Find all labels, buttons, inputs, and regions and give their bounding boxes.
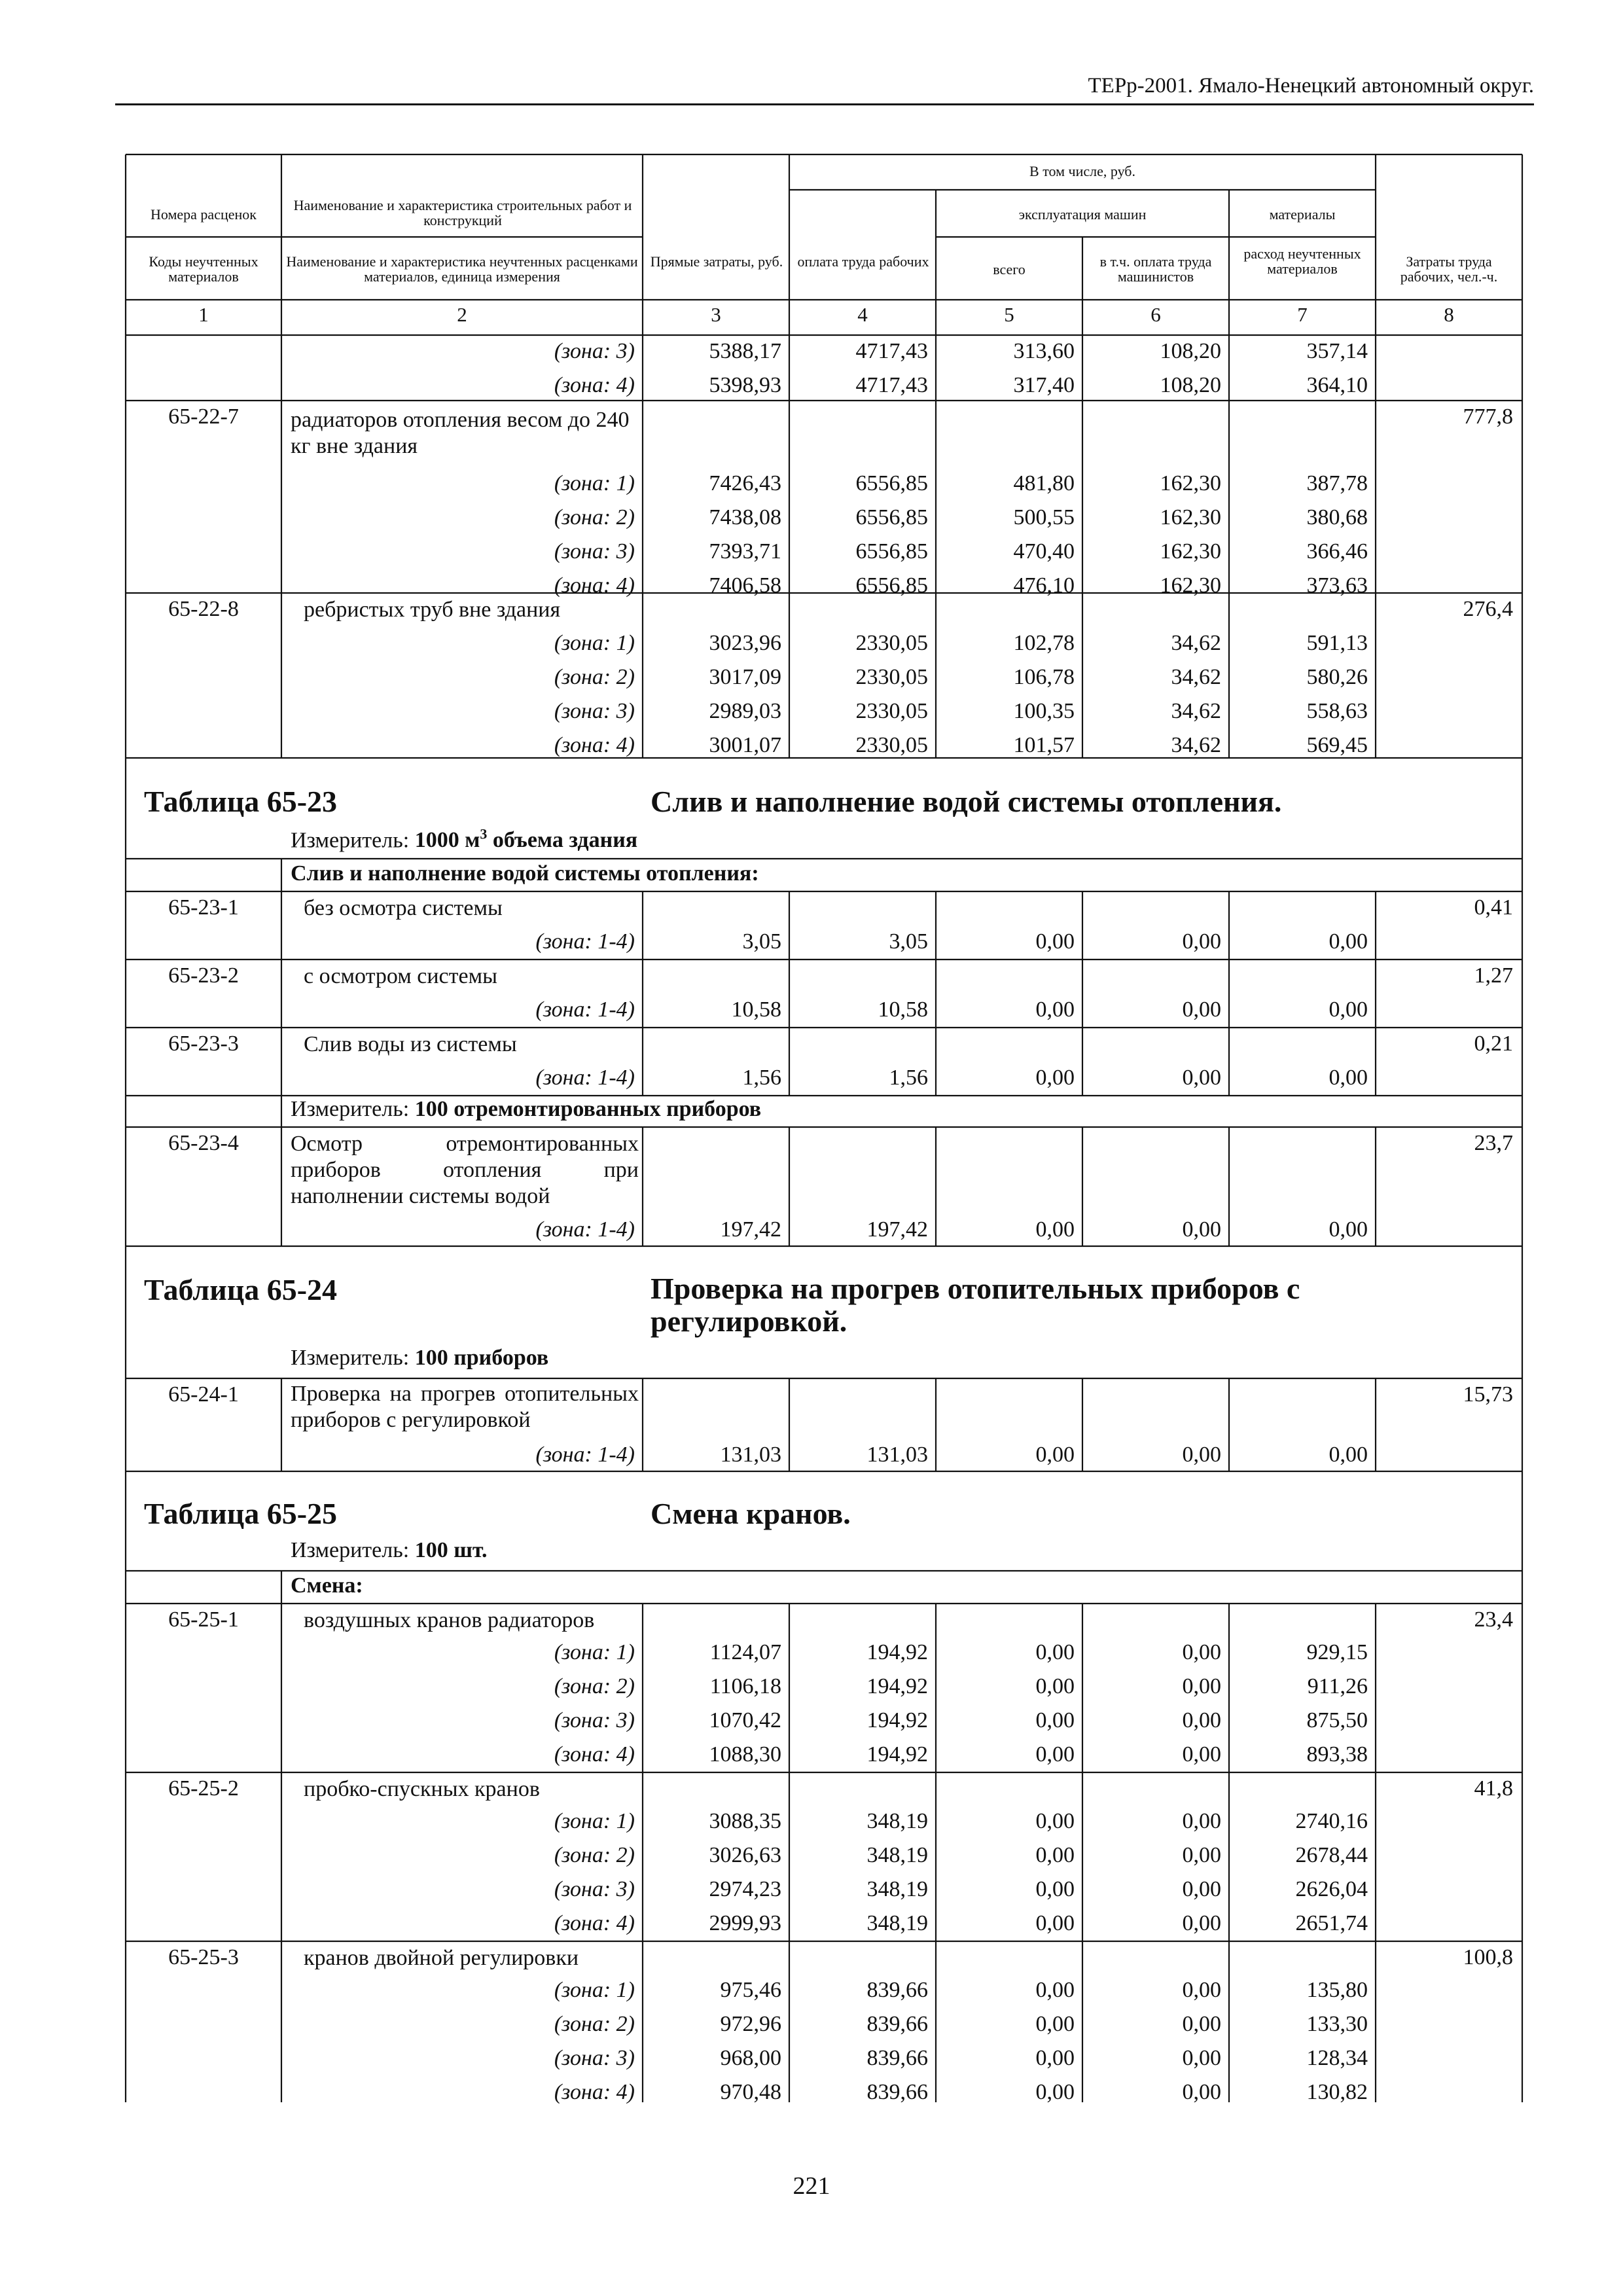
price-code: 65-23-4 xyxy=(168,1131,239,1155)
price-code: 65-25-1 xyxy=(168,1607,239,1632)
header-materials: материалы xyxy=(1269,206,1336,223)
cost-value: 128,34 xyxy=(1306,2046,1368,2070)
header-including: В том числе, руб. xyxy=(1029,163,1135,179)
work-description: Слив воды из системы xyxy=(304,1032,517,1056)
cost-value: 591,13 xyxy=(1306,631,1368,655)
price-code: 65-23-1 xyxy=(168,895,239,920)
cost-value: 0,00 xyxy=(1182,1640,1221,1664)
cost-value: 194,92 xyxy=(866,1708,928,1732)
labor-cost: 777,8 xyxy=(1463,404,1513,429)
cost-value: 0,00 xyxy=(1182,929,1221,954)
cost-value: 3026,63 xyxy=(709,1843,781,1867)
running-header-title: ТЕРр-2001. Ямало-Ненецкий автономный округ. xyxy=(1088,74,1534,98)
price-code: 65-24-1 xyxy=(168,1382,239,1407)
cost-value: 194,92 xyxy=(866,1674,928,1698)
cost-value: 364,10 xyxy=(1306,373,1368,397)
table-65-23-measure xyxy=(291,826,637,853)
cost-value: 380,68 xyxy=(1306,505,1368,529)
measure-label: Измеритель: xyxy=(291,828,410,853)
zone-label: (зона: 4) xyxy=(554,1911,635,1935)
cost-value: 2999,93 xyxy=(709,1911,781,1935)
cost-value: 3017,09 xyxy=(709,665,781,689)
cost-value: 106,78 xyxy=(1013,665,1075,689)
cost-value: 366,46 xyxy=(1306,539,1368,564)
labor-cost: 41,8 xyxy=(1474,1776,1513,1801)
cost-value: 0,00 xyxy=(1182,2012,1221,2036)
cost-value: 0,00 xyxy=(1035,2012,1075,2036)
cost-value: 2330,05 xyxy=(855,699,928,723)
cost-value: 972,96 xyxy=(720,2012,781,2036)
cost-value: 0,00 xyxy=(1182,1877,1221,1901)
cost-value: 162,30 xyxy=(1160,505,1221,529)
header-c1-bottom: Коды неучтенных материалов xyxy=(149,253,259,285)
labor-cost: 15,73 xyxy=(1463,1382,1513,1407)
measure-value: 100 шт. xyxy=(414,1538,488,1562)
cost-value: 1124,07 xyxy=(709,1640,781,1664)
cost-value: 970,48 xyxy=(720,2080,781,2104)
cost-value: 2330,05 xyxy=(855,733,928,757)
cost-value: 0,00 xyxy=(1329,1066,1368,1090)
column-number: 2 xyxy=(457,303,467,326)
cost-value: 2626,04 xyxy=(1295,1877,1368,1901)
labor-cost: 100,8 xyxy=(1463,1945,1513,1969)
labor-cost: 1,27 xyxy=(1474,963,1513,988)
labor-cost: 276,4 xyxy=(1463,597,1513,621)
cost-value: 2330,05 xyxy=(855,665,928,689)
cost-value: 911,26 xyxy=(1307,1674,1368,1698)
price-code: 65-25-2 xyxy=(168,1776,239,1801)
cost-value: 4717,43 xyxy=(855,339,928,363)
table-65-23-title: Слив и наполнение водой системы отопления. xyxy=(651,785,1282,818)
cost-value: 0,00 xyxy=(1182,1911,1221,1935)
cost-value: 3,05 xyxy=(742,929,781,954)
cost-value: 0,00 xyxy=(1329,1443,1368,1467)
header-c8: Затраты труда рабочих, чел.-ч. xyxy=(1400,253,1498,285)
price-code: 65-23-3 xyxy=(168,1031,239,1056)
cost-value: 0,00 xyxy=(1035,1708,1075,1732)
cost-value: 839,66 xyxy=(866,2046,928,2070)
cost-value: 131,03 xyxy=(720,1443,781,1467)
cost-value: 2651,74 xyxy=(1295,1911,1368,1935)
column-number: 5 xyxy=(1004,303,1014,326)
cost-value: 194,92 xyxy=(866,1640,928,1664)
cost-value: 569,45 xyxy=(1306,733,1368,757)
zone-label: (зона: 4) xyxy=(554,2080,635,2104)
column-number: 4 xyxy=(857,303,868,326)
cost-value: 3001,07 xyxy=(709,733,781,757)
cost-value: 839,66 xyxy=(866,2012,928,2036)
column-number: 6 xyxy=(1150,303,1161,326)
zone-label: (зона: 1-4) xyxy=(535,1066,635,1090)
cost-value: 4717,43 xyxy=(855,373,928,397)
work-description: с осмотром системы xyxy=(304,964,497,988)
cost-value: 387,78 xyxy=(1306,471,1368,495)
cost-value: 1088,30 xyxy=(709,1742,781,1767)
work-description: кранов двойной регулировки xyxy=(304,1946,579,1970)
zone-label: (зона: 1) xyxy=(554,1809,635,1833)
cost-value: 197,42 xyxy=(720,1217,781,1242)
table-65-25-title: Смена кранов. xyxy=(651,1497,851,1530)
cost-value: 3088,35 xyxy=(709,1809,781,1833)
cost-value: 34,62 xyxy=(1171,665,1221,689)
measure-value: 1000 м xyxy=(414,828,480,853)
cost-value: 131,03 xyxy=(866,1443,928,1467)
cost-value: 0,00 xyxy=(1035,2080,1075,2104)
cost-value: 197,42 xyxy=(866,1217,928,1242)
zone-label: (зона: 3) xyxy=(554,339,635,363)
work-description: без осмотра системы xyxy=(304,896,503,920)
cost-value: 481,80 xyxy=(1013,471,1075,495)
cost-value: 0,00 xyxy=(1182,997,1221,1022)
cost-value: 2740,16 xyxy=(1295,1809,1368,1833)
work-description: воздушных кранов радиаторов xyxy=(304,1608,595,1632)
cost-value: 7406,58 xyxy=(709,573,781,598)
cost-value: 133,30 xyxy=(1306,2012,1368,2036)
cost-value: 476,10 xyxy=(1013,573,1075,598)
cost-value: 348,19 xyxy=(866,1809,928,1833)
zone-label: (зона: 1) xyxy=(554,1978,635,2002)
header-c5: всего xyxy=(993,261,1026,278)
measure-label: Измеритель: xyxy=(291,1097,410,1121)
table-65-24-label: Таблица 65-24 xyxy=(144,1273,338,1306)
cost-value: 893,38 xyxy=(1306,1742,1368,1767)
header-machines: эксплуатация машин xyxy=(1018,206,1147,223)
cost-value: 348,19 xyxy=(866,1843,928,1867)
price-code: 65-23-2 xyxy=(168,963,239,988)
price-code: 65-25-3 xyxy=(168,1945,239,1969)
cost-value: 929,15 xyxy=(1306,1640,1368,1664)
cost-value: 10,58 xyxy=(878,997,928,1022)
zone-label: (зона: 1) xyxy=(554,1640,635,1664)
cost-value: 130,82 xyxy=(1306,2080,1368,2104)
table-65-24-measure xyxy=(291,1346,548,1371)
measure-value-rest: объема здания xyxy=(487,828,638,853)
cost-value: 0,00 xyxy=(1182,1843,1221,1867)
cost-value: 102,78 xyxy=(1013,631,1075,655)
cost-value: 2989,03 xyxy=(709,699,781,723)
price-code: 65-22-8 xyxy=(168,597,239,621)
zone-label: (зона: 2) xyxy=(554,665,635,689)
zone-label: (зона: 2) xyxy=(554,1843,635,1867)
labor-cost: 0,41 xyxy=(1474,895,1513,920)
header-c2-top: Наименование и характеристика строительных работ и конструкций xyxy=(293,197,632,228)
labor-cost: 0,21 xyxy=(1474,1031,1513,1056)
cost-value: 0,00 xyxy=(1182,1978,1221,2002)
cost-value: 500,55 xyxy=(1013,505,1075,529)
cost-value: 6556,85 xyxy=(855,471,928,495)
work-description: Проверка на прогрев отопительных приборов с регулировкой xyxy=(291,1382,639,1432)
cost-value: 1,56 xyxy=(742,1066,781,1090)
zone-label: (зона: 4) xyxy=(554,733,635,757)
cost-value: 0,00 xyxy=(1182,1443,1221,1467)
table-65-25-label: Таблица 65-25 xyxy=(144,1497,338,1530)
cost-value: 968,00 xyxy=(720,2046,781,2070)
table-65-23-group-heading: Слив и наполнение водой системы отопления: xyxy=(291,861,759,886)
zone-label: (зона: 4) xyxy=(554,573,635,598)
cost-value: 0,00 xyxy=(1182,2046,1221,2070)
cost-value: 313,60 xyxy=(1013,339,1075,363)
cost-value: 34,62 xyxy=(1171,733,1221,757)
zone-label: (зона: 4) xyxy=(554,1742,635,1767)
cost-value: 108,20 xyxy=(1160,373,1221,397)
zone-label: (зона: 1) xyxy=(554,471,635,495)
column-number: 3 xyxy=(711,303,721,326)
cost-value: 0,00 xyxy=(1329,997,1368,1022)
cost-value: 357,14 xyxy=(1306,339,1368,363)
cost-value: 0,00 xyxy=(1035,1674,1075,1698)
cost-value: 470,40 xyxy=(1013,539,1075,564)
zone-label: (зона: 4) xyxy=(554,373,635,397)
cost-value: 34,62 xyxy=(1171,699,1221,723)
table-65-25-measure xyxy=(291,1538,488,1563)
cost-value: 162,30 xyxy=(1160,471,1221,495)
zone-label: (зона: 2) xyxy=(554,505,635,529)
cost-value: 6556,85 xyxy=(855,539,928,564)
cost-value: 0,00 xyxy=(1182,1708,1221,1732)
labor-cost: 23,4 xyxy=(1474,1607,1513,1632)
header-c3: Прямые затраты, руб. xyxy=(650,253,783,270)
work-description: Осмотр отремонтированных приборов отопления при наполнении системы водой xyxy=(291,1132,639,1208)
cost-value: 7393,71 xyxy=(709,539,781,564)
cost-value: 317,40 xyxy=(1013,373,1075,397)
cost-value: 162,30 xyxy=(1160,573,1221,598)
labor-cost: 23,7 xyxy=(1474,1131,1513,1155)
zone-label: (зона: 3) xyxy=(554,539,635,564)
zone-label: (зона: 1-4) xyxy=(535,1443,635,1467)
cost-value: 135,80 xyxy=(1306,1978,1368,2002)
zone-label: (зона: 1-4) xyxy=(535,929,635,954)
zone-label: (зона: 1-4) xyxy=(535,1217,635,1242)
table-65-23-measure-2 xyxy=(291,1097,761,1122)
column-number: 7 xyxy=(1297,303,1308,326)
cost-value: 2678,44 xyxy=(1295,1843,1368,1867)
cost-value: 0,00 xyxy=(1035,997,1075,1022)
cost-value: 108,20 xyxy=(1160,339,1221,363)
cost-value: 5388,17 xyxy=(709,339,781,363)
cost-value: 0,00 xyxy=(1182,1066,1221,1090)
cost-value: 0,00 xyxy=(1035,1217,1075,1242)
measure-value: 100 отремонтированных приборов xyxy=(414,1097,762,1121)
cost-value: 0,00 xyxy=(1035,1742,1075,1767)
cost-value: 7426,43 xyxy=(709,471,781,495)
cost-value: 6556,85 xyxy=(855,573,928,598)
cost-value: 0,00 xyxy=(1035,1843,1075,1867)
cost-value: 975,46 xyxy=(720,1978,781,2002)
zone-label: (зона: 2) xyxy=(554,2012,635,2036)
cost-value: 194,92 xyxy=(866,1742,928,1767)
cost-value: 0,00 xyxy=(1182,1674,1221,1698)
zone-label: (зона: 2) xyxy=(554,1674,635,1698)
table-65-25-group-heading: Смена: xyxy=(291,1573,363,1598)
cost-value: 0,00 xyxy=(1182,2080,1221,2104)
cost-value: 3,05 xyxy=(889,929,928,954)
measure-superscript: 3 xyxy=(480,826,488,842)
zone-label: (зона: 3) xyxy=(554,1877,635,1901)
work-description: пробко-спускных кранов xyxy=(304,1777,540,1801)
measure-label: Измеритель: xyxy=(291,1538,410,1562)
cost-value: 348,19 xyxy=(866,1877,928,1901)
cost-value: 0,00 xyxy=(1035,1443,1075,1467)
cost-value: 6556,85 xyxy=(855,505,928,529)
header-c2-bottom: Наименование и характеристика неучтенных расценками материалов, единица измерения xyxy=(286,253,638,285)
cost-value: 0,00 xyxy=(1035,1066,1075,1090)
header-c1-top: Номера расценок xyxy=(151,206,257,223)
header-c6: в т.ч. оплата труда машинистов xyxy=(1099,253,1212,285)
cost-value: 875,50 xyxy=(1306,1708,1368,1732)
column-number: 8 xyxy=(1444,303,1454,326)
zone-label: (зона: 3) xyxy=(554,2046,635,2070)
table-65-24-title: Проверка на прогрев отопительных приборов с регулировкой. xyxy=(651,1272,1300,1338)
header-c7: расход неучтенных материалов xyxy=(1243,245,1361,277)
cost-value: 2330,05 xyxy=(855,631,928,655)
cost-value: 0,00 xyxy=(1035,1877,1075,1901)
work-description: радиаторов отопления весом до 240 кг вне здания xyxy=(291,408,630,458)
cost-value: 10,58 xyxy=(731,997,781,1022)
cost-value: 558,63 xyxy=(1306,699,1368,723)
cost-value: 0,00 xyxy=(1035,1809,1075,1833)
column-number: 1 xyxy=(198,303,209,326)
cost-value: 34,62 xyxy=(1171,631,1221,655)
cost-value: 0,00 xyxy=(1182,1809,1221,1833)
zone-label: (зона: 3) xyxy=(554,1708,635,1732)
zone-label: (зона: 3) xyxy=(554,699,635,723)
cost-value: 5398,93 xyxy=(709,373,781,397)
cost-value: 0,00 xyxy=(1035,1978,1075,2002)
cost-value: 839,66 xyxy=(866,2080,928,2104)
cost-value: 839,66 xyxy=(866,1978,928,2002)
cost-value: 100,35 xyxy=(1013,699,1075,723)
cost-value: 1,56 xyxy=(889,1066,928,1090)
cost-value: 0,00 xyxy=(1035,929,1075,954)
measure-value: 100 приборов xyxy=(414,1346,549,1370)
cost-value: 580,26 xyxy=(1306,665,1368,689)
cost-value: 2974,23 xyxy=(709,1877,781,1901)
cost-value: 0,00 xyxy=(1035,1640,1075,1664)
header-c4: оплата труда рабочих xyxy=(797,253,929,270)
cost-value: 1070,42 xyxy=(709,1708,781,1732)
cost-value: 162,30 xyxy=(1160,539,1221,564)
zone-label: (зона: 1-4) xyxy=(535,997,635,1022)
cost-value: 0,00 xyxy=(1329,929,1368,954)
cost-value: 0,00 xyxy=(1182,1742,1221,1767)
cost-value: 1106,18 xyxy=(709,1674,781,1698)
cost-value: 7438,08 xyxy=(709,505,781,529)
cost-value: 348,19 xyxy=(866,1911,928,1935)
cost-value: 373,63 xyxy=(1306,573,1368,598)
table-65-23-label: Таблица 65-23 xyxy=(144,785,338,818)
cost-value: 0,00 xyxy=(1329,1217,1368,1242)
cost-value: 101,57 xyxy=(1013,733,1075,757)
cost-value: 3023,96 xyxy=(709,631,781,655)
measure-label: Измеритель: xyxy=(291,1346,410,1370)
cost-value: 0,00 xyxy=(1035,2046,1075,2070)
cost-value: 0,00 xyxy=(1182,1217,1221,1242)
price-code: 65-22-7 xyxy=(168,404,239,429)
page-number: 221 xyxy=(793,2172,830,2200)
cost-value: 0,00 xyxy=(1035,1911,1075,1935)
work-description: ребристых труб вне здания xyxy=(304,598,561,622)
zone-label: (зона: 1) xyxy=(554,631,635,655)
